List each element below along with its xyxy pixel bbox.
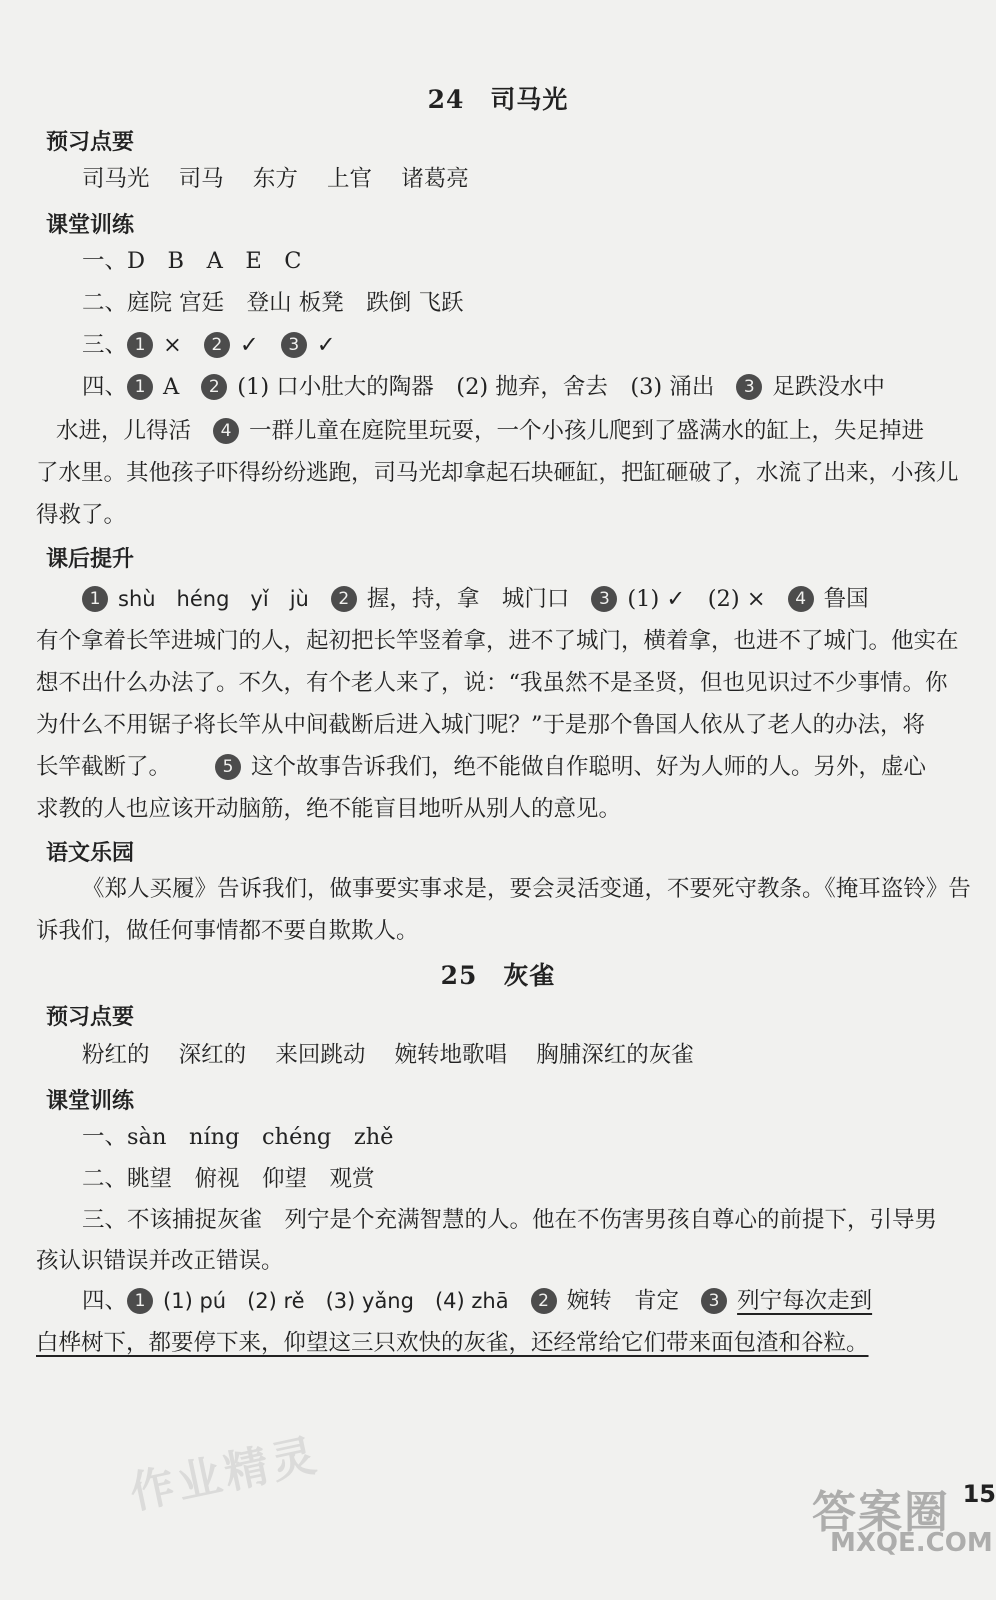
badge-3: 3: [736, 374, 762, 400]
after-line3: 想不出什么办法了。不久，有个老人来了，说：“我虽然不是圣贤，但也见识过不少事情。你: [36, 670, 948, 696]
classroom-q2: 二、眺望 俯视 仰望 观赏: [82, 1166, 375, 1192]
badge-1: 1: [127, 374, 153, 400]
badge-2: 2: [201, 374, 227, 400]
section-classroom-heading: 课堂训练: [46, 212, 135, 238]
section-classroom-heading: 课堂训练: [46, 1088, 135, 1114]
badge-5: 5: [215, 754, 241, 780]
badge-3: 3: [281, 332, 307, 358]
classroom-q4-line2: 水进，儿得活 4 一群儿童在庭院里玩耍，一个小孩儿爬到了盛满水的缸上，失足掉进: [56, 418, 925, 444]
badge-2: 2: [531, 1288, 557, 1314]
classroom-q4-line4: 得救了。: [36, 502, 127, 528]
garden-line2: 诉我们，做任何事情都不要自欺欺人。: [36, 918, 419, 944]
preview-words: 司马光 司马 东方 上官 诸葛亮: [82, 166, 469, 192]
badge-1: 1: [127, 1288, 153, 1314]
watermark-site-logo: 答案圈: [812, 1487, 950, 1538]
page-number: 15: [962, 1480, 996, 1508]
section-preview-heading: 预习点要: [46, 129, 135, 155]
section-after-heading: 课后提升: [46, 546, 135, 572]
classroom-q4-line3: 了水里。其他孩子吓得纷纷逃跑，司马光却拿起石块砸缸，把缸砸破了，水流了出来，小孩儿: [36, 460, 959, 486]
badge-4: 4: [788, 586, 814, 612]
badge-4: 4: [213, 418, 239, 444]
after-line2: 有个拿着长竿进城门的人，起初把长竿竖着拿，进不了城门，横着拿，也进不了城门。他实在: [36, 628, 959, 654]
badge-2: 2: [331, 586, 357, 612]
after-line5: 长竿截断了。 5 这个故事告诉我们，绝不能做自作聪明、好为人师的人。另外，虚心: [36, 754, 927, 780]
after-line1: 1 shù héng yǐ jù 2 握，持，拿 城门口 3 (1) ✓ (2) × 4 鲁国: [82, 584, 869, 614]
classroom-q4-line1: 四、 1 (1) pú (2) rě (3) yǎng (4) zhā 2 婉转 肯定 3 列宁每次走到: [82, 1288, 873, 1314]
classroom-q4-line1: 四、 1 A 2 (1) 口小肚大的陶器 (2) 抛弃，舍去 (3) 涌出 3 足跌没水中: [82, 374, 885, 400]
watermark-logo: 作业精灵: [125, 1429, 325, 1520]
classroom-q4-line2: 白桦树下，都要停下来，仰望这三只欢快的灰雀，还经常给它们带来面包渣和谷粒。: [36, 1330, 869, 1356]
after-line6: 求教的人也应该开动脑筋，绝不能盲目地听从别人的意见。: [36, 796, 622, 822]
classroom-q3-line2: 孩认识错误并改正错误。: [36, 1248, 284, 1274]
classroom-q3-line1: 三、不该捕捉灰雀 列宁是个充满智慧的人。他在不伤害男孩自尊心的前提下，引导男: [82, 1207, 938, 1233]
badge-1: 1: [127, 332, 153, 358]
lesson-25-title: 25 灰雀: [440, 961, 556, 990]
section-garden-heading: 语文乐园: [46, 840, 135, 866]
classroom-q1: 一、sàn níng chéng zhě: [82, 1124, 394, 1150]
watermark-site-url: MXQE.COM: [830, 1528, 993, 1558]
badge-2: 2: [204, 332, 230, 358]
badge-3: 3: [591, 586, 617, 612]
classroom-q2: 二、庭院 宫廷 登山 板凳 跌倒 飞跃: [82, 290, 464, 316]
classroom-q3: 三、 1 × 2 ✓ 3 ✓: [82, 332, 336, 358]
classroom-q1: 一、D B A E C: [82, 248, 302, 274]
after-line4: 为什么不用锯子将长竿从中间截断后进入城门呢？”于是那个鲁国人依从了老人的办法，将: [36, 712, 926, 738]
preview-words: 粉红的 深红的 来回跳动 婉转地歌唱 胸脯深红的灰雀: [82, 1042, 694, 1068]
garden-line1: 《郑人买履》告诉我们，做事要实事求是，要会灵活变通，不要死守教条。《掩耳盗铃》告: [82, 876, 971, 902]
badge-3: 3: [701, 1288, 727, 1314]
lesson-24-title: 24 司马光: [427, 85, 569, 114]
badge-1: 1: [82, 586, 108, 612]
section-preview-heading: 预习点要: [46, 1004, 135, 1030]
